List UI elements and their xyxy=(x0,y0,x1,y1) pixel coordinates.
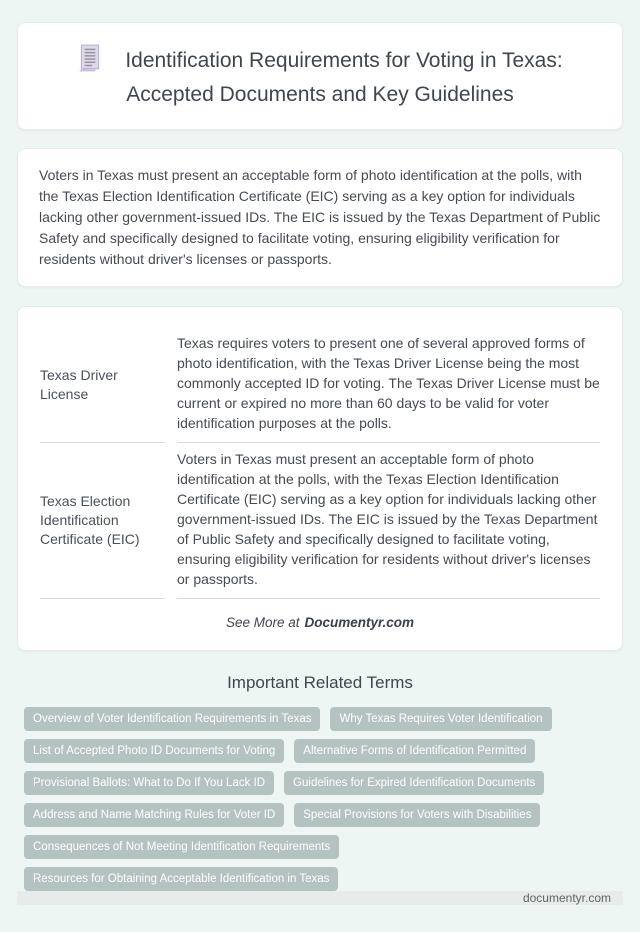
related-term-chip[interactable]: Address and Name Matching Rules for Voter ID xyxy=(24,803,284,827)
table-row xyxy=(40,327,600,443)
table-row xyxy=(40,443,600,599)
related-term-chip[interactable]: Why Texas Requires Voter Identification xyxy=(330,707,551,731)
related-term-chip[interactable]: Consequences of Not Meeting Identification Requirements xyxy=(24,835,339,859)
related-term-chip[interactable]: Provisional Ballots: What to Do If You Lack ID xyxy=(24,771,274,795)
related-term-chip[interactable]: Resources for Obtaining Acceptable Identification in Texas xyxy=(24,867,338,891)
header-card xyxy=(17,22,623,130)
page-title-text: Identification Requirements for Voting in Texas: Accepted Documents and Key Guidelines xyxy=(125,49,563,106)
related-term-chip[interactable]: Special Provisions for Voters with Disabilities xyxy=(294,803,540,827)
page-title xyxy=(44,43,596,109)
see-more-line xyxy=(40,615,600,630)
footer-bar xyxy=(17,891,623,905)
receipt-icon xyxy=(77,43,103,81)
related-term-chip[interactable]: Overview of Voter Identification Requirements in Texas xyxy=(24,707,320,731)
term-cell: Texas Election Identification Certificate (EIC) xyxy=(40,443,165,599)
see-more-text: See More at xyxy=(225,615,300,630)
see-more-brand-link[interactable]: Documentyr.com xyxy=(304,615,415,630)
related-terms-list xyxy=(24,707,616,891)
footer-site-link[interactable]: documentyr.com xyxy=(522,891,611,905)
definitions-card xyxy=(17,306,623,651)
term-cell: Texas Driver License xyxy=(40,327,165,443)
summary-card xyxy=(17,148,623,287)
related-term-chip[interactable]: Alternative Forms of Identification Permitted xyxy=(294,739,535,763)
summary-text: Voters in Texas must present an acceptable form of photo identification at the polls, with the Texas Election Identification Certificate (EIC) serving as a key option for individuals lacking other government-issued IDs. The EIC is issued by the Texas Department of Public Safety and specifically designed to facilitate voting, ensuring eligibility verification for residents without driver's licenses or passports. xyxy=(39,167,601,267)
description-cell: Voters in Texas must present an acceptable form of photo identification at the polls, with the Texas Election Identification Certificate (EIC) serving as a key option for individuals lacking other government-issued IDs. The EIC is issued by the Texas Department of Public Safety and specifically designed to facilitate voting, ensuring eligibility verification for residents without driver's licenses or passports. xyxy=(177,443,600,599)
description-cell: Texas requires voters to present one of several approved forms of photo identification, with the Texas Driver License being the most commonly accepted ID for voting. The Texas Driver License must be current or expired no more than 60 days to be valid for voter identification purposes at the polls. xyxy=(177,327,600,443)
related-term-chip[interactable]: Guidelines for Expired Identification Documents xyxy=(284,771,544,795)
related-terms-heading: Important Related Terms xyxy=(227,673,413,692)
related-term-chip[interactable]: List of Accepted Photo ID Documents for Voting xyxy=(24,739,284,763)
